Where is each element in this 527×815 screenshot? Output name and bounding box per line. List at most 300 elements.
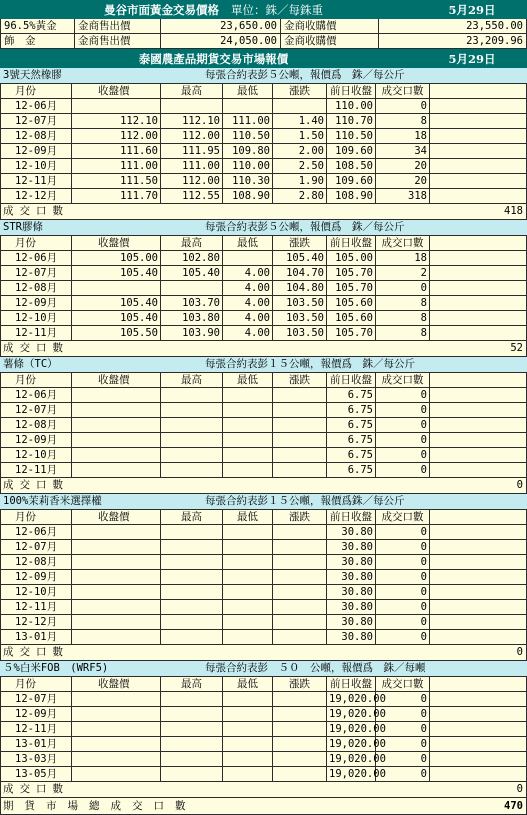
section-spec: 每張合約表彭５公噸，報價爲 銖／每公斤 [205, 69, 405, 81]
cell-low [223, 767, 273, 782]
cell-low [223, 540, 273, 555]
cell-volume: 0 [376, 570, 430, 585]
cell-blank [430, 600, 527, 615]
cell-high [161, 630, 223, 645]
cell-volume: 2 [376, 266, 430, 281]
cell-low [223, 463, 273, 478]
column-header-high: 最高 [161, 373, 223, 388]
cell-change: 103.50 [273, 296, 327, 311]
column-header-low: 最低 [223, 677, 273, 692]
cell-close: 105.50 [72, 326, 161, 341]
cell-close: 112.10 [72, 114, 161, 129]
cell-close [72, 433, 161, 448]
cell-low: 4.00 [223, 311, 273, 326]
column-header-low: 最低 [223, 84, 273, 99]
cell-volume: 20 [376, 174, 430, 189]
cell-low [223, 525, 273, 540]
cell-volume: 0 [376, 555, 430, 570]
grand-total-label: 期貨市場總成交口數 [3, 800, 197, 812]
cell-prev-close: 30.80 [327, 525, 376, 540]
cell-volume: 0 [376, 630, 430, 645]
column-header-high: 最高 [161, 84, 223, 99]
grand-total-value: 470 [504, 800, 523, 812]
column-header-row [0, 677, 527, 692]
cell-volume: 0 [376, 752, 430, 767]
table-row [0, 99, 527, 114]
cell-volume: 8 [376, 326, 430, 341]
cell-month: 12-09月 [0, 707, 72, 722]
cell-blank [430, 251, 527, 266]
cell-month: 12-06月 [0, 251, 72, 266]
cell-prev-close: 30.80 [327, 600, 376, 615]
cell-prev-close: 30.80 [327, 630, 376, 645]
cell-high [161, 388, 223, 403]
cell-high: 112.00 [161, 129, 223, 144]
section-title [0, 68, 527, 84]
cell-close [72, 707, 161, 722]
column-header-prev-close: 前日收盤 [327, 373, 376, 388]
gold-sell-price: 24,050.00 [161, 34, 281, 49]
cell-change: 105.40 [273, 251, 327, 266]
cell-change: 1.40 [273, 114, 327, 129]
section-total-value: 0 [516, 783, 523, 795]
cell-low [223, 615, 273, 630]
cell-low [223, 722, 273, 737]
cell-prev-close: 105.60 [327, 311, 376, 326]
cell-blank [430, 296, 527, 311]
cell-month: 12-11月 [0, 326, 72, 341]
cell-high [161, 600, 223, 615]
cell-volume: 0 [376, 99, 430, 114]
cell-high: 112.00 [161, 174, 223, 189]
cell-blank [430, 540, 527, 555]
section-total-row [0, 645, 527, 661]
cell-blank [430, 555, 527, 570]
cell-high: 112.10 [161, 114, 223, 129]
table-row [0, 615, 527, 630]
cell-low [223, 555, 273, 570]
column-header-close: 收盤價 [72, 373, 161, 388]
cell-low [223, 251, 273, 266]
cell-close [72, 767, 161, 782]
cell-change [273, 463, 327, 478]
table-row [0, 129, 527, 144]
column-header-low: 最低 [223, 236, 273, 251]
cell-change: 2.50 [273, 159, 327, 174]
section-spec: 每張合約表彭５公噸，報價爲 銖／每公斤 [205, 221, 405, 233]
cell-month: 12-11月 [0, 722, 72, 737]
cell-volume: 0 [376, 448, 430, 463]
cell-high [161, 692, 223, 707]
cell-low: 4.00 [223, 326, 273, 341]
cell-change: 2.80 [273, 189, 327, 204]
column-header-low: 最低 [223, 510, 273, 525]
column-header-month: 月份 [0, 510, 72, 525]
column-header-blank [430, 373, 527, 388]
cell-low [223, 585, 273, 600]
table-row [0, 281, 527, 296]
section-name: 薯條（TC） [3, 358, 58, 370]
cell-prev-close: 105.70 [327, 281, 376, 296]
cell-prev-close: 6.75 [327, 433, 376, 448]
cell-blank [430, 525, 527, 540]
cell-volume: 0 [376, 463, 430, 478]
section-total-row [0, 782, 527, 798]
cell-high [161, 281, 223, 296]
cell-prev-close: 6.75 [327, 463, 376, 478]
cell-month: 12-07月 [0, 114, 72, 129]
column-header-volume: 成交口數 [376, 373, 430, 388]
cell-month: 12-07月 [0, 403, 72, 418]
cell-month: 12-12月 [0, 615, 72, 630]
cell-prev-close: 30.80 [327, 585, 376, 600]
cell-change: 103.50 [273, 326, 327, 341]
cell-high [161, 707, 223, 722]
table-row [0, 463, 527, 478]
cell-prev-close: 30.80 [327, 570, 376, 585]
cell-blank [430, 722, 527, 737]
cell-high [161, 418, 223, 433]
section-title [0, 661, 527, 677]
cell-change: 1.50 [273, 129, 327, 144]
table-row [0, 388, 527, 403]
column-header-change: 漲跌 [273, 510, 327, 525]
cell-close [72, 555, 161, 570]
cell-change [273, 388, 327, 403]
column-header-close: 收盤價 [72, 84, 161, 99]
cell-prev-close: 19,020.00 [329, 723, 386, 735]
cell-high [161, 722, 223, 737]
cell-blank [430, 615, 527, 630]
cell-change [273, 99, 327, 114]
table-row [0, 251, 527, 266]
cell-blank [430, 311, 527, 326]
column-header-month: 月份 [0, 84, 72, 99]
cell-close [72, 463, 161, 478]
gold-buy-price: 23,550.00 [379, 19, 527, 34]
cell-blank [430, 189, 527, 204]
section-total-row [0, 204, 527, 220]
section-name: 100%茉莉香米選擇權 [3, 495, 102, 507]
cell-high: 103.70 [161, 296, 223, 311]
cell-month: 13-01月 [0, 737, 72, 752]
cell-month: 13-03月 [0, 752, 72, 767]
table-row [0, 433, 527, 448]
cell-month: 12-06月 [0, 525, 72, 540]
cell-volume: 0 [376, 722, 430, 737]
column-header-close: 收盤價 [72, 510, 161, 525]
cell-change: 103.50 [273, 311, 327, 326]
cell-low: 110.50 [223, 129, 273, 144]
section-total-row [0, 478, 527, 494]
cell-low: 108.90 [223, 189, 273, 204]
cell-month: 12-08月 [0, 281, 72, 296]
table-row [0, 296, 527, 311]
cell-month: 12-09月 [0, 433, 72, 448]
cell-blank [430, 388, 527, 403]
cell-high [161, 752, 223, 767]
table-row [0, 403, 527, 418]
cell-prev-close: 6.75 [327, 448, 376, 463]
table-row [0, 418, 527, 433]
cell-high: 103.90 [161, 326, 223, 341]
table-row [0, 311, 527, 326]
cell-high: 105.40 [161, 266, 223, 281]
cell-volume: 18 [376, 251, 430, 266]
column-header-prev-close: 前日收盤 [327, 510, 376, 525]
cell-prev-close: 109.60 [327, 174, 376, 189]
cell-blank [430, 281, 527, 296]
cell-high: 111.95 [161, 144, 223, 159]
cell-blank [430, 585, 527, 600]
table-row [0, 737, 527, 752]
cell-high: 103.80 [161, 311, 223, 326]
cell-high [161, 448, 223, 463]
cell-prev-close: 19,020.00 [329, 753, 386, 765]
cell-low [223, 630, 273, 645]
cell-high: 102.80 [161, 251, 223, 266]
cell-volume: 0 [376, 707, 430, 722]
cell-prev-close: 6.75 [327, 388, 376, 403]
section-title [0, 357, 527, 373]
cell-prev-close: 109.60 [327, 144, 376, 159]
cell-blank [430, 692, 527, 707]
cell-close [72, 737, 161, 752]
cell-close [72, 752, 161, 767]
gold-price-date: 5月29日 [448, 3, 496, 17]
section-total-value: 418 [504, 205, 523, 217]
cell-volume: 0 [376, 600, 430, 615]
section-total-label: 成交口數 [3, 646, 69, 658]
cell-blank [430, 174, 527, 189]
cell-change [273, 737, 327, 752]
cell-month: 12-11月 [0, 600, 72, 615]
cell-blank [430, 403, 527, 418]
futures-header [0, 49, 527, 68]
column-header-close: 收盤價 [72, 236, 161, 251]
cell-prev-close: 19,020.00 [329, 768, 386, 780]
cell-close: 105.40 [72, 311, 161, 326]
column-header-high: 最高 [161, 677, 223, 692]
cell-low [223, 570, 273, 585]
cell-low [223, 388, 273, 403]
cell-prev-close: 105.70 [327, 266, 376, 281]
cell-high [161, 403, 223, 418]
cell-low [223, 692, 273, 707]
table-row [0, 767, 527, 782]
cell-change: 104.80 [273, 281, 327, 296]
cell-blank [430, 433, 527, 448]
cell-volume: 0 [376, 692, 430, 707]
column-header-row [0, 236, 527, 251]
column-header-prev-close: 前日收盤 [327, 677, 376, 692]
section-total-label: 成交口數 [3, 783, 69, 795]
cell-volume: 0 [376, 418, 430, 433]
cell-month: 12-10月 [0, 311, 72, 326]
cell-change [273, 692, 327, 707]
cell-blank [430, 159, 527, 174]
table-row [0, 692, 527, 707]
cell-close [72, 99, 161, 114]
cell-volume: 0 [376, 540, 430, 555]
gold-sell-price: 23,650.00 [161, 19, 281, 34]
cell-blank [430, 99, 527, 114]
cell-high: 112.55 [161, 189, 223, 204]
cell-change [273, 403, 327, 418]
column-header-high: 最高 [161, 236, 223, 251]
column-header-change: 漲跌 [273, 84, 327, 99]
cell-change [273, 540, 327, 555]
column-header-volume: 成交口數 [376, 236, 430, 251]
gold-buy-label: 金商收購價 [281, 19, 379, 34]
cell-month: 12-09月 [0, 570, 72, 585]
cell-close [72, 525, 161, 540]
cell-close: 111.50 [72, 174, 161, 189]
cell-prev-close: 108.90 [327, 189, 376, 204]
section-total-label: 成交口數 [3, 342, 69, 354]
cell-low [223, 403, 273, 418]
cell-change [273, 555, 327, 570]
section-name: 3號天然橡膠 [3, 69, 62, 81]
gold-unit-text: 單位：銖／每銖重 [231, 3, 323, 17]
column-header-month: 月份 [0, 373, 72, 388]
section-title [0, 494, 527, 510]
cell-low: 109.80 [223, 144, 273, 159]
column-header-row [0, 84, 527, 99]
cell-blank [430, 630, 527, 645]
table-row [0, 448, 527, 463]
cell-blank [430, 570, 527, 585]
cell-change: 104.70 [273, 266, 327, 281]
cell-low [223, 418, 273, 433]
section-total-row [0, 341, 527, 357]
column-header-blank [430, 236, 527, 251]
table-row [0, 326, 527, 341]
cell-high: 111.00 [161, 159, 223, 174]
cell-prev-close: 19,020.00 [329, 708, 386, 720]
cell-close [72, 388, 161, 403]
section-total-value: 0 [516, 646, 523, 658]
cell-volume: 20 [376, 159, 430, 174]
cell-month: 12-11月 [0, 463, 72, 478]
cell-blank [430, 114, 527, 129]
column-header-low: 最低 [223, 373, 273, 388]
cell-low [223, 99, 273, 114]
cell-volume: 34 [376, 144, 430, 159]
gold-sell-label: 金商售出價 [75, 19, 161, 34]
cell-close [72, 281, 161, 296]
cell-close: 105.40 [72, 296, 161, 311]
cell-close [72, 585, 161, 600]
column-header-change: 漲跌 [273, 677, 327, 692]
gold-title-text: 曼谷市面黃金交易價格 [104, 3, 219, 17]
table-row [0, 114, 527, 129]
cell-prev-close: 6.75 [327, 403, 376, 418]
cell-month: 12-10月 [0, 585, 72, 600]
table-row [0, 159, 527, 174]
section-total-label: 成交口數 [3, 205, 69, 217]
cell-high [161, 555, 223, 570]
section-spec: 每張合約表彭１５公噸，報價爲銖／每公斤 [205, 495, 405, 507]
cell-high [161, 463, 223, 478]
cell-change [273, 615, 327, 630]
cell-blank [430, 144, 527, 159]
cell-month: 12-12月 [0, 189, 72, 204]
cell-close [72, 600, 161, 615]
cell-close [72, 615, 161, 630]
cell-prev-close: 110.50 [327, 129, 376, 144]
gold-price-table [0, 19, 527, 49]
table-row [0, 585, 527, 600]
section-total-value: 0 [516, 479, 523, 491]
cell-month: 12-07月 [0, 692, 72, 707]
column-header-volume: 成交口數 [376, 510, 430, 525]
cell-volume: 0 [376, 388, 430, 403]
cell-change [273, 433, 327, 448]
cell-volume: 318 [376, 189, 430, 204]
cell-change [273, 418, 327, 433]
cell-blank [430, 326, 527, 341]
cell-blank [430, 448, 527, 463]
cell-close [72, 570, 161, 585]
cell-change [273, 752, 327, 767]
cell-change [273, 585, 327, 600]
cell-volume: 0 [376, 281, 430, 296]
cell-volume: 0 [376, 525, 430, 540]
cell-change [273, 630, 327, 645]
table-row [0, 525, 527, 540]
column-header-blank [430, 84, 527, 99]
cell-prev-close: 30.80 [327, 555, 376, 570]
cell-high [161, 433, 223, 448]
cell-high [161, 585, 223, 600]
cell-month: 12-09月 [0, 296, 72, 311]
cell-close: 111.70 [72, 189, 161, 204]
cell-close [72, 722, 161, 737]
cell-month: 12-06月 [0, 388, 72, 403]
section-total-label: 成交口數 [3, 479, 69, 491]
column-header-volume: 成交口數 [376, 677, 430, 692]
cell-close: 111.00 [72, 159, 161, 174]
gold-price-title [0, 2, 427, 18]
table-row [0, 555, 527, 570]
column-header-blank [430, 677, 527, 692]
column-header-volume: 成交口數 [376, 84, 430, 99]
cell-volume: 0 [376, 737, 430, 752]
futures-sections [0, 68, 527, 798]
gold-buy-price: 23,209.96 [379, 34, 527, 49]
table-row [0, 189, 527, 204]
column-header-close: 收盤價 [72, 677, 161, 692]
cell-close [72, 540, 161, 555]
cell-month: 12-08月 [0, 129, 72, 144]
column-header-month: 月份 [0, 677, 72, 692]
cell-change [273, 767, 327, 782]
cell-month: 12-08月 [0, 555, 72, 570]
cell-volume: 8 [376, 114, 430, 129]
cell-change [273, 448, 327, 463]
cell-month: 12-10月 [0, 448, 72, 463]
cell-high [161, 615, 223, 630]
cell-volume: 0 [376, 585, 430, 600]
table-row [0, 144, 527, 159]
column-header-change: 漲跌 [273, 373, 327, 388]
cell-low [223, 707, 273, 722]
cell-low [223, 737, 273, 752]
cell-blank [430, 129, 527, 144]
column-header-blank [430, 510, 527, 525]
cell-low [223, 600, 273, 615]
